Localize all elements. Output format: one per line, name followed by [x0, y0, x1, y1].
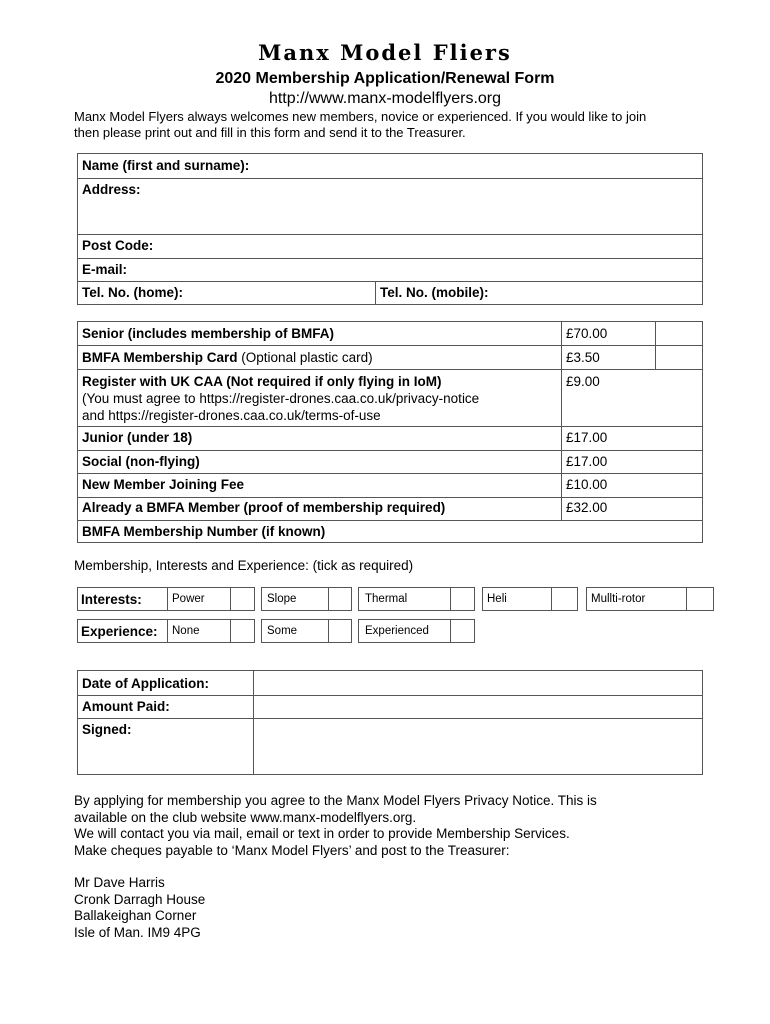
email-field[interactable]: E-mail: [82, 262, 128, 277]
fee-bmfa-member-label: Already a BMFA Member (proof of membership required) [82, 500, 446, 515]
postcode-field[interactable]: Post Code: [82, 238, 154, 253]
address-line-2: Ballakeighan Corner [74, 908, 197, 923]
experience-group [77, 619, 255, 643]
interest-power-label: Power [172, 593, 205, 605]
privacy-line-2: available on the club website www.manx-modelflyers.org. [74, 809, 417, 825]
fee-caa-note-1: (You must agree to https://register-drones.caa.co.uk/privacy-notice [82, 391, 480, 406]
interest-thermal-checkbox[interactable] [451, 588, 474, 610]
fee-joining-price: £10.00 [566, 477, 608, 492]
interest-slope-checkbox[interactable] [329, 588, 351, 610]
form-subtitle: 2020 Membership Application/Renewal Form [215, 70, 555, 87]
interest-heli-group [482, 587, 578, 611]
tel-home-field[interactable]: Tel. No. (home): [82, 285, 183, 300]
signed-label: Signed: [82, 722, 132, 737]
fee-card-tick[interactable] [656, 346, 702, 369]
experience-label: Experience: [81, 624, 158, 639]
interests-group [77, 587, 255, 611]
fee-senior-tick[interactable] [656, 322, 702, 345]
interest-multirotor-checkbox[interactable] [687, 588, 713, 610]
fee-caa-label: Register with UK CAA (Not required if only flying in IoM) [82, 374, 442, 389]
signature-field[interactable] [254, 719, 702, 774]
experience-some-checkbox[interactable] [329, 620, 351, 642]
experience-none-label: None [172, 625, 200, 637]
experience-experienced-label: Experienced [365, 625, 429, 637]
details-table [77, 153, 703, 305]
fee-card-price: £3.50 [566, 350, 600, 365]
club-url[interactable]: http://www.manx-modelflyers.org [268, 90, 502, 107]
fee-card-label-text: BMFA Membership Card [82, 350, 238, 365]
interest-power-checkbox[interactable] [231, 588, 254, 610]
date-of-application-field[interactable] [254, 671, 702, 695]
tel-mobile-field[interactable]: Tel. No. (mobile): [380, 285, 489, 300]
fee-caa-price: £9.00 [566, 374, 600, 389]
name-field[interactable]: Name (first and surname): [82, 158, 250, 173]
fee-card-note: (Optional plastic card) [241, 350, 373, 365]
interests-label: Interests: [81, 592, 142, 607]
interest-thermal-group [358, 587, 475, 611]
footer-text [74, 793, 714, 941]
privacy-line-1: By applying for membership you agree to the Manx Model Flyers Privacy Notice. This is [74, 793, 597, 808]
interests-heading: Membership, Interests and Experience: (tick as required) [74, 558, 414, 573]
bmfa-number-field[interactable]: BMFA Membership Number (if known) [82, 524, 326, 539]
cheque-line: Make cheques payable to ‘Manx Model Flyers’ and post to the Treasurer: [74, 842, 510, 858]
fee-bmfa-member-price: £32.00 [566, 500, 608, 515]
address-field[interactable]: Address: [82, 182, 141, 197]
address-line-3: Isle of Man. IM9 4PG [74, 924, 201, 940]
fee-joining-label: New Member Joining Fee [82, 477, 245, 492]
fee-caa-cell [82, 373, 557, 424]
interest-multirotor-group [586, 587, 714, 611]
experience-none-checkbox[interactable] [231, 620, 254, 642]
fee-social-price: £17.00 [566, 454, 608, 469]
address-line-1: Cronk Darragh House [74, 891, 206, 907]
interest-slope-label: Slope [267, 593, 297, 605]
fee-junior-label: Junior (under 18) [82, 430, 193, 445]
treasurer-name: Mr Dave Harris [74, 875, 165, 890]
intro-line-1: Manx Model Flyers always welcomes new members, novice or experienced. If you would like to join [74, 109, 647, 124]
form-title: Manx Model Fliers [258, 40, 512, 65]
interest-thermal-label: Thermal [365, 593, 408, 605]
intro-line-2: then please print out and fill in this form and send it to the Treasurer. [74, 125, 466, 140]
fee-senior-price: £70.00 [566, 326, 608, 341]
signoff-table [77, 670, 703, 775]
interest-slope-group [261, 587, 352, 611]
fee-social-label: Social (non-flying) [82, 454, 200, 469]
experience-experienced-checkbox[interactable] [451, 620, 474, 642]
experience-experienced-group [358, 619, 475, 643]
experience-some-label: Some [267, 625, 298, 637]
amount-paid-label: Amount Paid: [82, 699, 170, 714]
amount-paid-field[interactable] [254, 696, 702, 718]
intro-text [74, 109, 714, 141]
fee-caa-note-2: and https://register-drones.caa.co.uk/terms-of-use [82, 408, 381, 423]
contact-line: We will contact you via mail, email or text in order to provide Membership Services. [74, 826, 570, 841]
fee-senior-label: Senior (includes membership of BMFA) [82, 326, 335, 341]
fee-card-label [82, 350, 373, 365]
interest-heli-label: Heli [487, 593, 507, 605]
interest-multirotor-label: Mullti-rotor [591, 593, 646, 605]
fee-junior-price: £17.00 [566, 430, 608, 445]
interest-heli-checkbox[interactable] [552, 588, 577, 610]
date-of-application-label: Date of Application: [82, 676, 209, 691]
experience-some-group [261, 619, 352, 643]
fees-table [77, 321, 703, 543]
